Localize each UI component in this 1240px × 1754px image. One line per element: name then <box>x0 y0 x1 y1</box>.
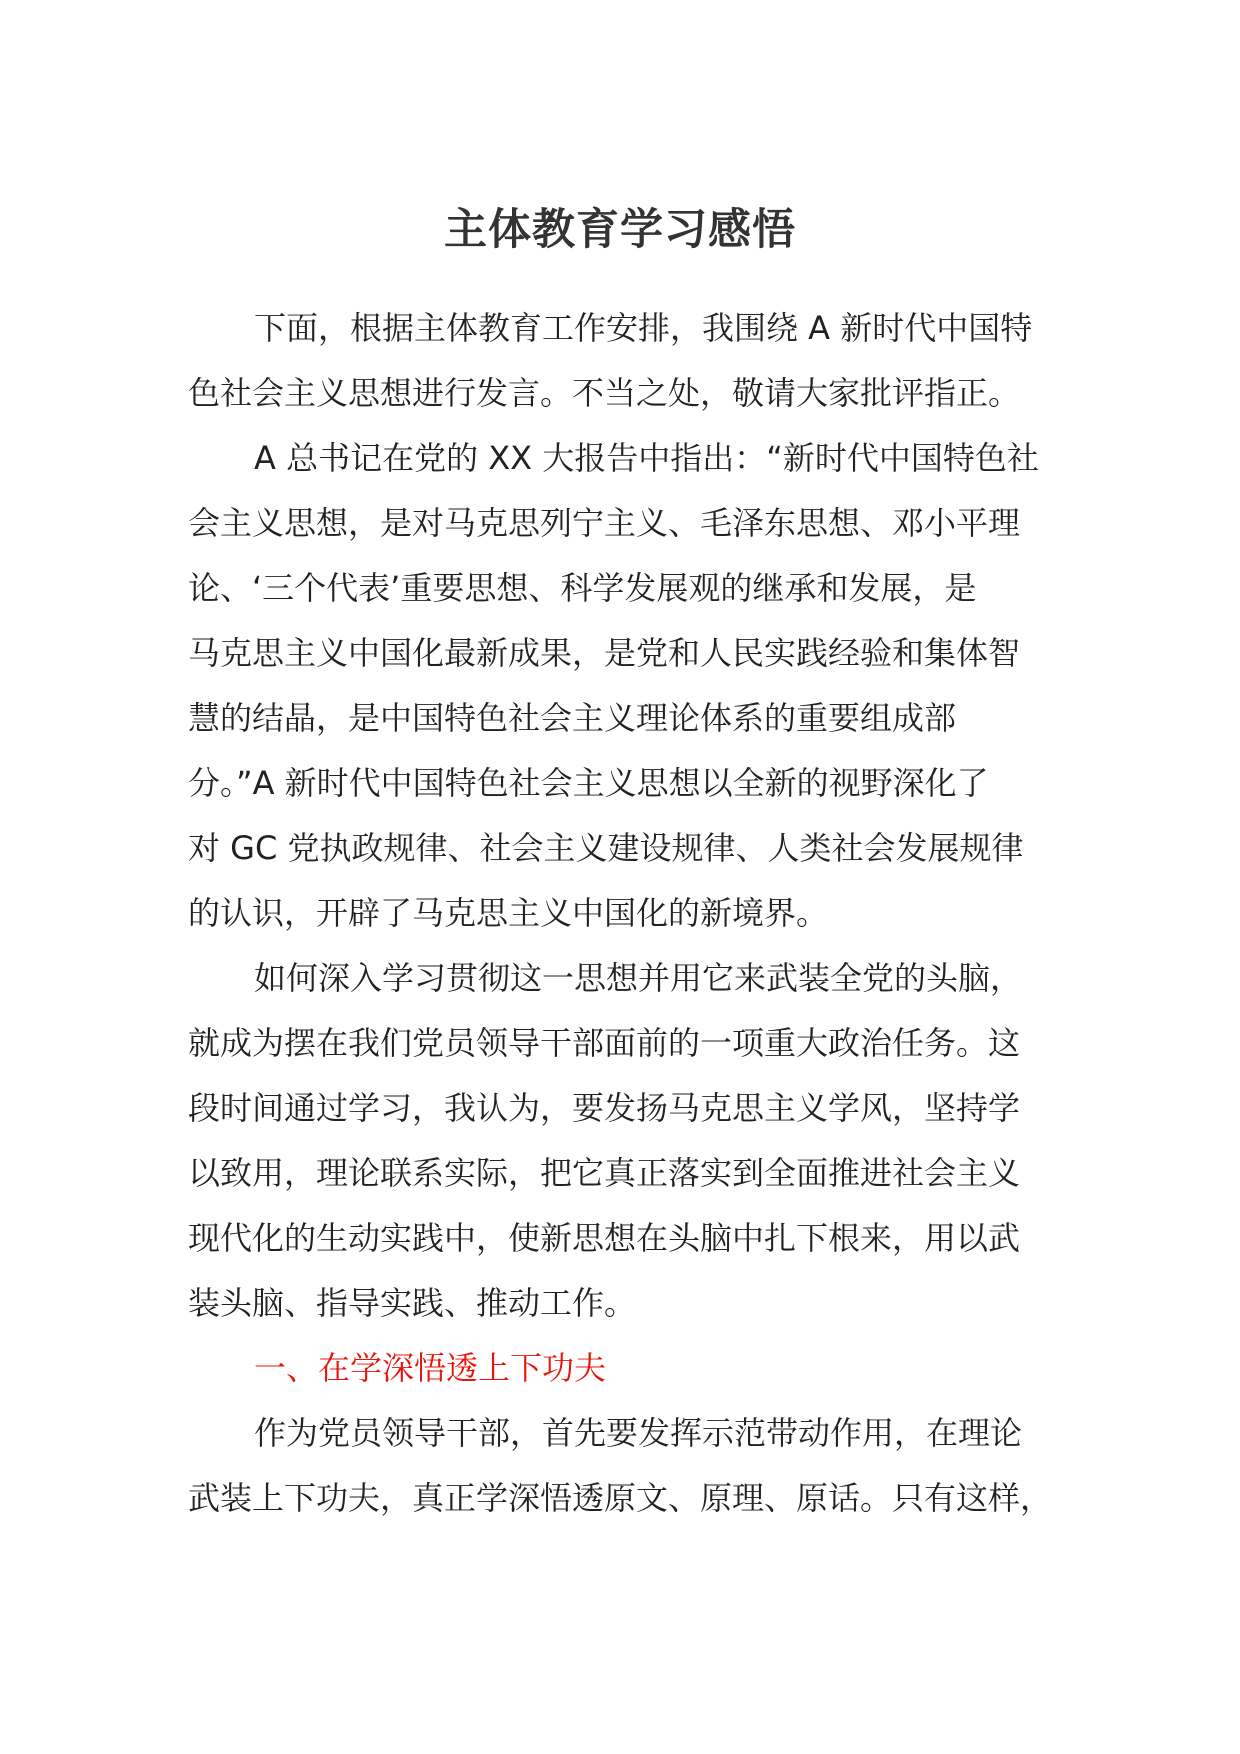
document-body <box>188 296 1058 1531</box>
text-line: 以致用，理论联系实际，把它真正落实到全面推进社会主义 <box>188 1154 1021 1192</box>
text-line: 会主义思想，是对马克思列宁主义、毛泽东思想、邓小平理 <box>188 504 1021 542</box>
text-line: 慧的结晶，是中国特色社会主义理论体系的重要组成部 <box>188 699 957 737</box>
text-line: 的认识，开辟了马克思主义中国化的新境界。 <box>188 894 829 932</box>
text-line: A 总书记在党的 XX 大报告中指出：“新时代中国特色社 <box>254 439 1039 477</box>
text-line: 色社会主义思想进行发言。不当之处，敬请大家批评指正。 <box>188 374 1021 412</box>
text-line: 武装上下功夫，真正学深悟透原文、原理、原话。只有这样， <box>188 1479 1053 1517</box>
text-line: 作为党员领导干部，首先要发挥示范带动作用，在理论 <box>254 1414 1023 1452</box>
text-line: 就成为摆在我们党员领导干部面前的一项重大政治任务。这 <box>188 1024 1021 1062</box>
text-line: 段时间通过学习，我认为，要发扬马克思主义学风，坚持学 <box>188 1089 1021 1127</box>
text-line: 下面，根据主体教育工作安排，我围绕 A 新时代中国特 <box>254 309 1033 347</box>
text-line: 马克思主义中国化最新成果，是党和人民实践经验和集体智 <box>188 634 1021 672</box>
section-heading: 一、在学深悟透上下功夫 <box>254 1349 607 1387</box>
text-line: 分。”A 新时代中国特色社会主义思想以全新的视野深化了 <box>188 764 989 802</box>
document-title: 主体教育学习感悟 <box>444 205 796 255</box>
text-line: 现代化的生动实践中，使新思想在头脑中扎下根来，用以武 <box>188 1219 1021 1257</box>
text-line: 如何深入学习贯彻这一思想并用它来武装全党的头脑， <box>254 959 1023 997</box>
text-line: 论、‘三个代表’重要思想、科学发展观的继承和发展，是 <box>188 569 977 607</box>
text-line: 对 GC 党执政规律、社会主义建设规律、人类社会发展规律 <box>188 829 1024 867</box>
text-line: 装头脑、指导实践、推动工作。 <box>188 1284 637 1322</box>
